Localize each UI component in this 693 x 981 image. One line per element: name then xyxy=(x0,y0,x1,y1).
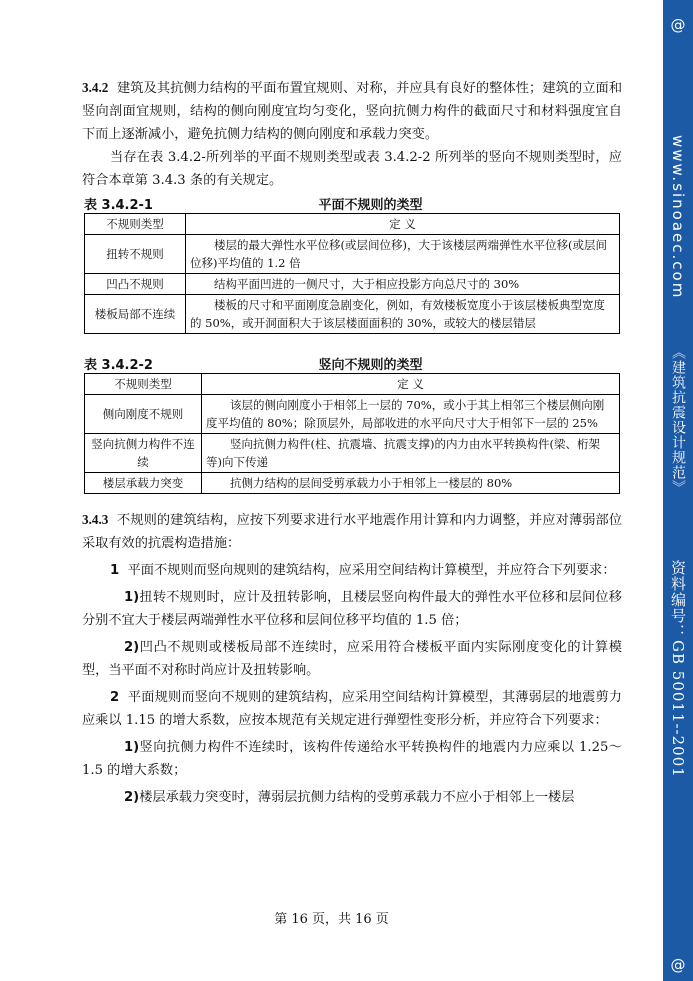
table-header-cell: 定 义 xyxy=(202,374,620,395)
table-cell-definition: 该层的侧向刚度小于相邻上一层的 70%，或小于其上相邻三个楼层侧向刚度平均值的 80%；除顶层外，局部收进的水平向尺寸大于相邻下一层的 25% xyxy=(202,395,620,434)
subitem-number: 1) xyxy=(124,590,140,605)
table-title: 竖向不规则的类型 xyxy=(318,358,423,373)
table-row xyxy=(85,235,620,274)
table-header-cell: 不规则类型 xyxy=(85,374,202,395)
table-row xyxy=(85,295,620,334)
item-text: 平面不规则而竖向规则的建筑结构，应采用空间结构计算模型，并应符合下列要求： xyxy=(127,563,616,578)
subitem-text: 扭转不规则时，应计及扭转影响，且楼层竖向构件最大的弹性水平位移和层间位移分别不宜大于楼层两端弹性水平位移和层间位移平均值的 1.5 倍； xyxy=(82,590,622,628)
page-content xyxy=(82,76,622,809)
table-row xyxy=(85,395,620,434)
subitem-number: 2) xyxy=(124,640,140,655)
table-cell-type: 凹凸不规则 xyxy=(85,274,186,295)
at-symbol-top: @ xyxy=(670,16,686,34)
list-item xyxy=(82,686,622,732)
table-header-row xyxy=(85,374,620,395)
paragraph: 当存在表 3.4.2-所列举的平面不规则类型或表 3.4.2-2 所列举的竖向不规则类型时，应符合本章第 3.4.3 条的有关规定。 xyxy=(82,150,622,188)
table-cell-type: 扭转不规则 xyxy=(85,235,186,274)
list-subitem xyxy=(82,736,622,782)
table-cell-definition: 楼板的尺寸和平面刚度急剧变化，例如，有效楼板宽度小于该层楼板典型宽度的 50%，或开洞面积大于该层楼面面积的 30%，或较大的楼层错层 xyxy=(186,295,620,334)
table-cell-definition: 抗侧力结构的层间受剪承载力小于相邻上一楼层的 80% xyxy=(202,473,620,494)
clause-3-4-3 xyxy=(82,508,622,555)
table-number: 表 3.4.2-1 xyxy=(84,198,153,213)
table-cell-type: 侧向刚度不规则 xyxy=(85,395,202,434)
table-cell-type: 楼层承载力突变 xyxy=(85,473,202,494)
sidebar-url: www.sinoaec.com xyxy=(669,135,687,300)
subitem-number: 1) xyxy=(124,740,140,755)
subitem-text: 楼层承载力突变时，薄弱层抗侧力结构的受剪承载力不应小于相邻上一楼层 xyxy=(139,790,575,805)
sidebar-document-code: 资料编号：GB 50011--2001 xyxy=(669,560,687,778)
table-cell-type: 竖向抗侧力构件不连续 xyxy=(85,434,202,473)
table-cell-definition: 竖向抗侧力构件(柱、抗震墙、抗震支撑)的内力由水平转换构件(梁、桁架等)向下传递 xyxy=(202,434,620,473)
table-cell-type: 楼板局部不连续 xyxy=(85,295,186,334)
clause-number: 3.4.3 xyxy=(82,512,109,527)
clause-number: 3.4.2 xyxy=(82,80,109,95)
table-row xyxy=(85,434,620,473)
list-subitem xyxy=(82,636,622,682)
list-subitem xyxy=(82,786,622,809)
item-number: 1 xyxy=(110,563,120,578)
table-row xyxy=(85,274,620,295)
sidebar-book-title: 《建筑抗震设计规范》 xyxy=(670,345,686,495)
table-caption xyxy=(82,354,622,373)
vertical-irregularity-table xyxy=(84,373,620,494)
list-subitem xyxy=(82,586,622,632)
table-header-row xyxy=(85,214,620,235)
clause-text: 不规则的建筑结构，应按下列要求进行水平地震作用计算和内力调整，并应对薄弱部位采取有效的抗震构造措施： xyxy=(82,513,623,551)
plan-irregularity-table xyxy=(84,213,620,334)
subitem-text: 凹凸不规则或楼板局部不连续时，应采用符合楼板平面内实际刚度变化的计算模型，当平面不对称时尚应计及扭转影响。 xyxy=(82,640,622,678)
at-symbol-bottom: @ xyxy=(670,956,686,974)
table-header-cell: 不规则类型 xyxy=(85,214,186,235)
clause-3-4-2 xyxy=(82,76,622,146)
table-row xyxy=(85,473,620,494)
table-cell-definition: 结构平面凹进的一侧尺寸，大于相应投影方向总尺寸的 30% xyxy=(186,274,620,295)
table-header-cell: 定 义 xyxy=(186,214,620,235)
table-cell-definition: 楼层的最大弹性水平位移(或层间位移)，大于该楼层两端弹性水平位移(或层间位移)平均值的 1.2 倍 xyxy=(186,235,620,274)
sidebar-banner xyxy=(663,0,693,981)
table-title: 平面不规则的类型 xyxy=(318,198,423,213)
item-text: 平面规则而竖向不规则的建筑结构，应采用空间结构计算模型，其薄弱层的地震剪力应乘以 1.15 的增大系数，应按本规范有关规定进行弹塑性变形分析，并应符合下列要求： xyxy=(82,690,622,728)
table-number: 表 3.4.2-2 xyxy=(84,358,153,373)
clause-text: 建筑及其抗侧力结构的平面布置宜规则、对称，并应具有良好的整体性；建筑的立面和竖向剖面宜规则，结构的侧向刚度宜均匀变化，竖向抗侧力构件的截面尺寸和材料强度宜自下而上逐渐减小，避免抗侧力结构的侧向刚度和承载力突变。 xyxy=(82,81,623,142)
subitem-number: 2) xyxy=(124,790,140,805)
page-footer: 第 16 页，共 16 页 xyxy=(274,912,389,927)
item-number: 2 xyxy=(110,690,120,705)
table-caption xyxy=(82,194,622,213)
subitem-text: 竖向抗侧力构件不连续时，该构件传递给水平转换构件的地震内力应乘以 1.25～1.5 的增大系数； xyxy=(82,740,622,778)
list-item xyxy=(82,559,622,582)
